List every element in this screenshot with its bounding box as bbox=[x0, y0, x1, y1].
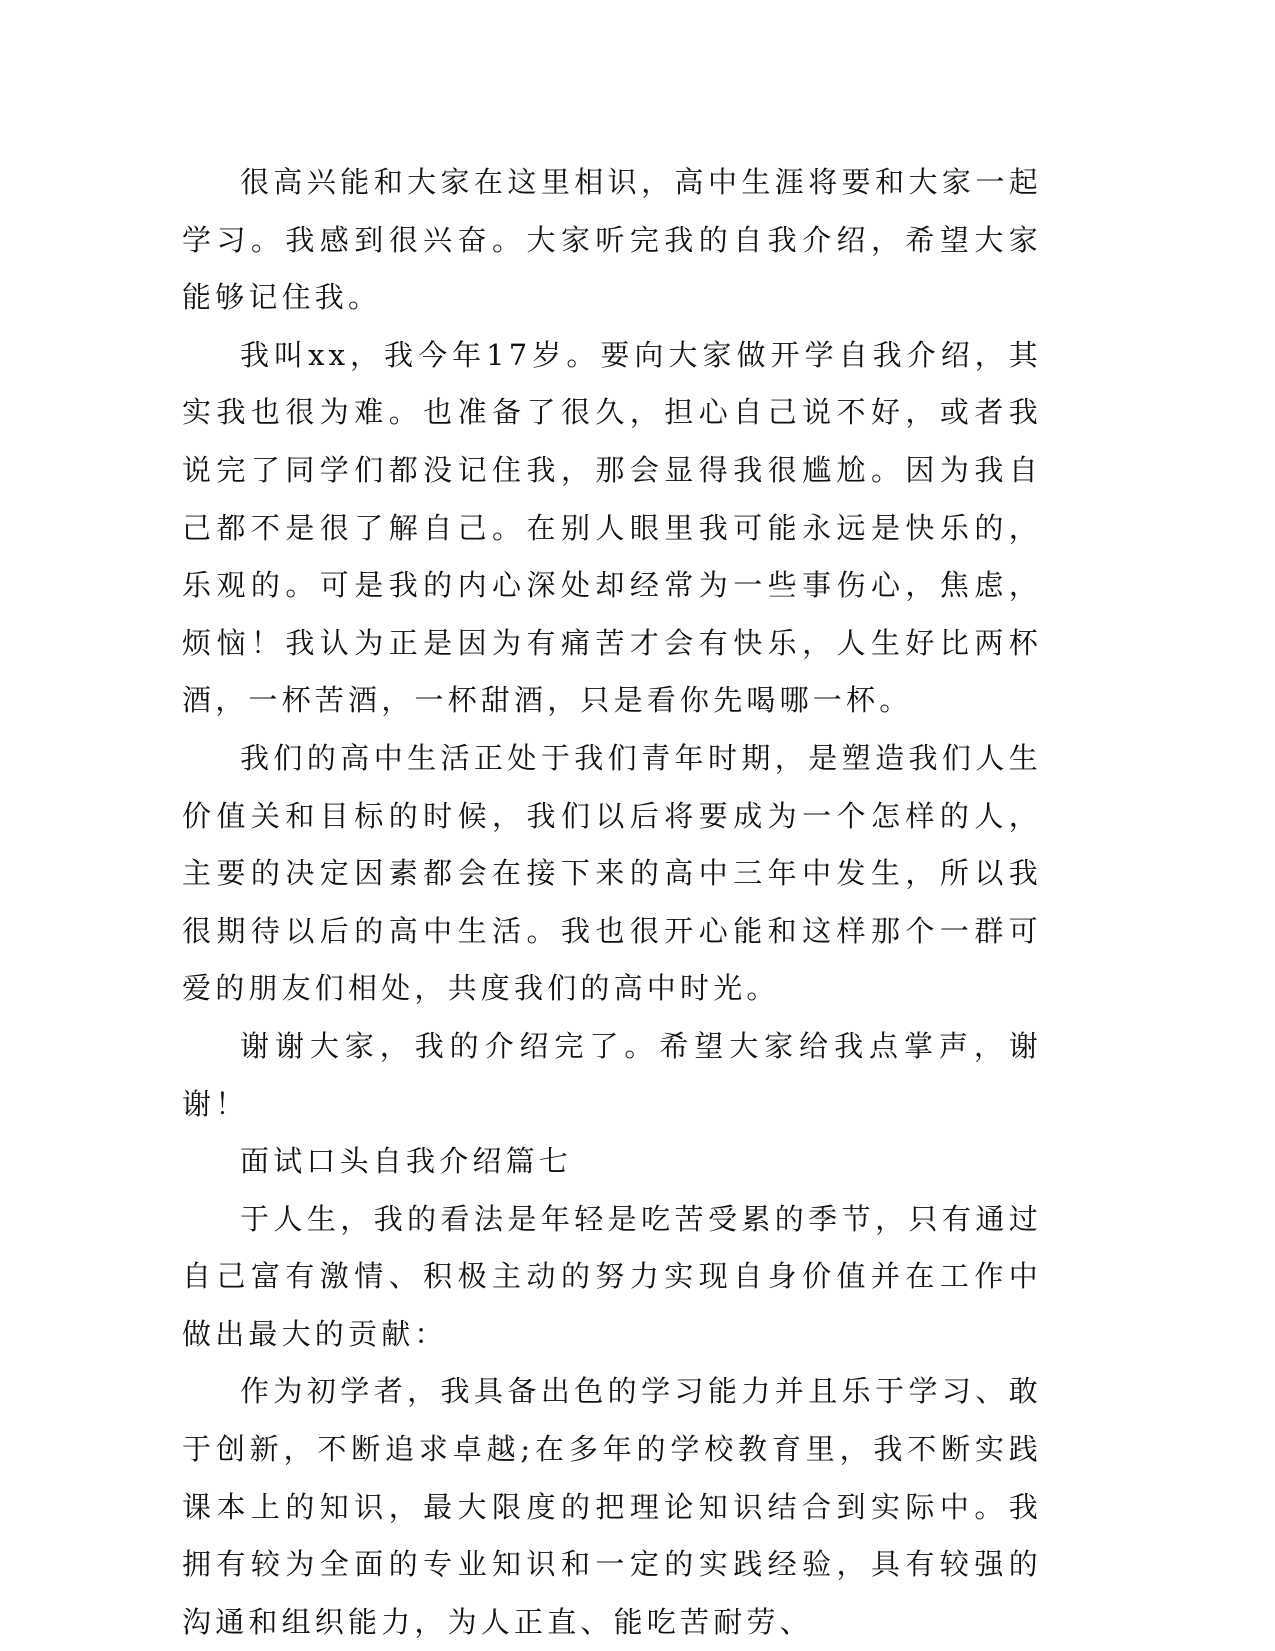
section-heading: 面试口头自我介绍篇七 bbox=[240, 1144, 573, 1179]
paragraph-abilities: 作为初学者，我具备出色的学习能力并且乐于学习、敢于创新，不断追求卓越;在多年的学校教育里，我不断实践课本上的知识，最大限度的把理论知识结合到实际中。我拥有较为全面的专业知识和一定的实践经验，具有较强的沟通和组织能力，为人正直、能吃苦耐劳、 bbox=[182, 1374, 1042, 1639]
document-body bbox=[182, 154, 1042, 1651]
paragraph-life-view: 于人生，我的看法是年轻是吃苦受累的季节，只有通过自己富有激情、积极主动的努力实现自身价值并在工作中做出最大的贡献： bbox=[182, 1201, 1042, 1351]
paragraph-high-school-life: 我们的高中生活正处于我们青年时期，是塑造我们人生价值关和目标的时候，我们以后将要成为一个怎样的人，主要的决定因素都会在接下来的高中三年中发生，所以我很期待以后的高中生活。我也很开心能和这样那个一群可爱的朋友们相处，共度我们的高中时光。 bbox=[182, 740, 1042, 1006]
paragraph-self-intro: 我叫xx，我今年17岁。要向大家做开学自我介绍，其实我也很为难。也准备了很久，担心自己说不好，或者我说完了同学们都没记住我，那会显得我很尴尬。因为我自己都不是很了解自己。在别人眼里我可能永远是快乐的，乐观的。可是我的内心深处却经常为一些事伤心，焦虑，烦恼！我认为正是因为有痛苦才会有快乐，人生好比两杯酒，一杯苦酒，一杯甜酒，只是看你先喝哪一杯。 bbox=[182, 337, 1042, 718]
paragraph-greeting: 很高兴能和大家在这里相识，高中生涯将要和大家一起学习。我感到很兴奋。大家听完我的自我介绍，希望大家能够记住我。 bbox=[182, 165, 1042, 315]
paragraph-thanks: 谢谢大家，我的介绍完了。希望大家给我点掌声，谢谢！ bbox=[182, 1028, 1042, 1121]
